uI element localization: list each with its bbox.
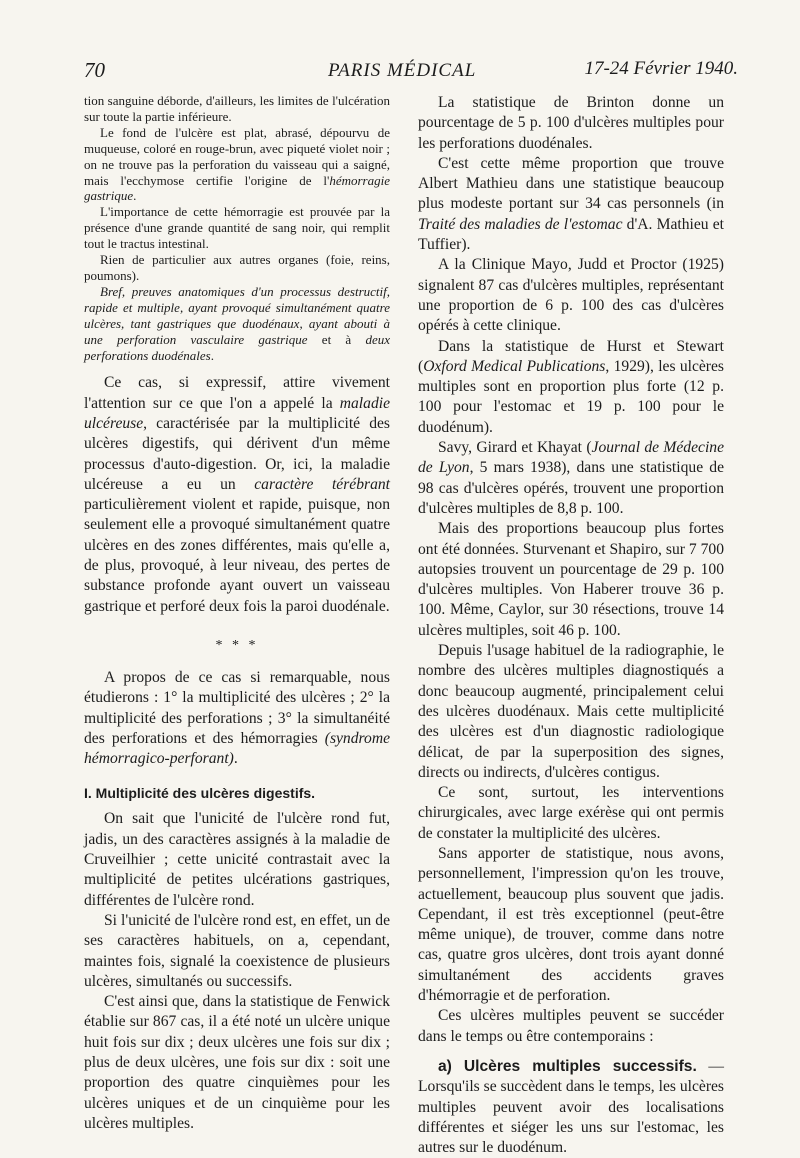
savy-paragraph: Savy, Girard et Khayat (Journal de Médecine de Lyon, 5 mars 1938), dans une statistique de 98 cas d'ulcères opérés, trouvent une proportion d'ulcères multiples de 8,8 p. 100. [418, 439, 724, 517]
successifs-paragraph: a) Ulcères multiples successifs. — Lorsqu'ils se succèdent dans le temps, les ulcères multiples peuvent avoir des localisations différentes et siéger les uns sur l'estomac, les autres sur le duodénum. [418, 1057, 724, 1157]
discussion-paragraph: Ce cas, si expressif, attire vivement l'attention sur ce que l'on a appelé la maladie ulcéreuse, caractérisée par la multiplicité des ulcères digestifs, qui dérivent d'un même processus d'auto-digestion. Or, ici, la maladie ulcéreuse a eu un caractère térébrant particulièrement violent et rapide, puisque, non seulement elle a provoqué simultanément quatre ulcères en des zones différentes, mais qu'elle a, de plus, provoqué, à leur niveau, des pertes de substance profonde ayant ouvert un vaisseau gastrique et perforé deux fois la paroi duodénale. [84, 374, 390, 615]
mayo-paragraph: A la Clinique Mayo, Judd et Proctor (1925) signalent 87 cas d'ulcères multiples, représentant une proportion de 6 p. 100 des cas d'ulcères opérés à cette clinique. [418, 256, 724, 335]
issue-date: 17-24 Février 1940. [584, 58, 738, 79]
succeder-paragraph: Ces ulcères multiples peuvent se succéder dans le temps ou être contemporains : [418, 1007, 724, 1045]
right-column [418, 93, 724, 1158]
case-paragraph-1: tion sanguine déborde, d'ailleurs, les limites de l'ulcération sur toute la partie inférieure. [84, 93, 390, 124]
section-paragraph-1: On sait que l'unicité de l'ulcère rond fut, jadis, un des caractères assignés à la maladie de Cruveilhier ; cette unicité contrastait avec la multiplicité de petites ulcérations gastriques, différentes de l'ulcère rond. [84, 810, 390, 909]
section-paragraph-3: C'est ainsi que, dans la statistique de Fenwick établie sur 867 cas, il a été noté un ulcère unique huit fois sur dix ; deux ulcères une fois sur dix ; plus de deux ulcères, une fois sur dix : soit une proportion des quatre cinquièmes pour les ulcères uniques et de un cinquième pour les ulcères multiples. [84, 993, 390, 1132]
section-separator-stars: * * * [215, 637, 259, 653]
case-paragraph-4: Rien de particulier aux autres organes (foie, reins, poumons). [84, 252, 390, 283]
case-paragraph-5: Bref, preuves anatomiques d'un processus destructif, rapide et multiple, ayant provoqué simultanément quatre ulcères, tant gastriques que duodénaux, ayant abouti à une perforation vasculaire gastrique et à deux perforations duodénales. [84, 283, 391, 363]
interventions-paragraph: Ce sont, surtout, les interventions chirurgicales, avec large exérèse qui ont permis de constater la multiplicité des ulcères. [418, 784, 724, 842]
section-paragraph-2: Si l'unicité de l'ulcère rond est, en effet, un de ses caractères habituels, on a, cependant, maintes fois, signalé la coexistence de plusieurs ulcères, simultanés ou successifs. [84, 911, 390, 990]
case-paragraph-2: Le fond de l'ulcère est plat, abrasé, dépourvu de muqueuse, coloré en rouge-brun, avec piqueté violet noir ; on ne trouve pas la perforation du vaisseau qui a saigné, mais l'ecchymose certifie l'origine de l'hémorragie gastrique. [84, 124, 390, 204]
section-heading: I. Multiplicité des ulcères digestifs. [84, 785, 316, 802]
proportions-paragraph: Mais des proportions beaucoup plus fortes ont été données. Sturvenant et Shapiro, sur 7 700 autopsies trouvent un pourcentage de 29 p. 100 d'ulcères multiples. Von Haberer trouve 36 p. 100. Même, Caylor, sur 30 résections, trouve 14 ulcères multiples, soit 46 p. 100. [418, 520, 724, 639]
propos-paragraph: A propos de ce cas si remarquable, nous étudierons : 1° la multiplicité des ulcères ; 2° la multiplicité des perforations ; 3° la simultanéité des perforations et des hémorragies (syndrome hémorragico-perforant). [84, 668, 390, 768]
hurst-paragraph: Dans la statistique de Hurst et Stewart (Oxford Medical Publications, 1929), les ulcères multiples sont en proportion plus forte (12 p. 100 pour l'estomac et 19 p. 100 pour le duodénum). [418, 337, 724, 436]
radiographie-paragraph: Depuis l'usage habituel de la radiographie, le nombre des ulcères multiples diagnostiqués a donc beaucoup augmenté, principalement celui des ulcères duodénaux. Mais cette multiplicité des ulcères est d'un diagnostic radiologique délicat, de par la superposition des signes, directs ou indirects, d'ulcères contigus. [418, 642, 724, 781]
brinton-paragraph: La statistique de Brinton donne un pourcentage de 5 p. 100 d'ulcères multiples pour les perforations duodénales. [418, 94, 724, 152]
case-paragraph-3: L'importance de cette hémorragie est prouvée par la présence d'une grande quantité de sang noir, qui remplit tout le tractus intestinal. [84, 204, 390, 252]
left-column [84, 93, 390, 1134]
page-header [84, 58, 738, 86]
personnel-paragraph: Sans apporter de statistique, nous avons, personnellement, l'impression qu'on les trouve, actuellement, beaucoup plus souvent que jadis. Cependant, il est très exceptionnel (peut-être même unique), de trouver, comme dans notre cas, quatre gros ulcères, dont trois ayant donné simultanément des accidents graves d'hémorragie et de perforation. [418, 844, 724, 1005]
journal-title: PARIS MÉDICAL [328, 60, 477, 81]
successifs-heading: a) Ulcères multiples successifs. [438, 1057, 697, 1075]
mathieu-paragraph: C'est cette même proportion que trouve Albert Mathieu dans une statistique beaucoup plus modeste portant sur 34 cas personnels (in Traité des maladies de l'estomac d'A. Mathieu et Tuffier). [418, 154, 725, 254]
page-number: 70 [84, 58, 105, 82]
